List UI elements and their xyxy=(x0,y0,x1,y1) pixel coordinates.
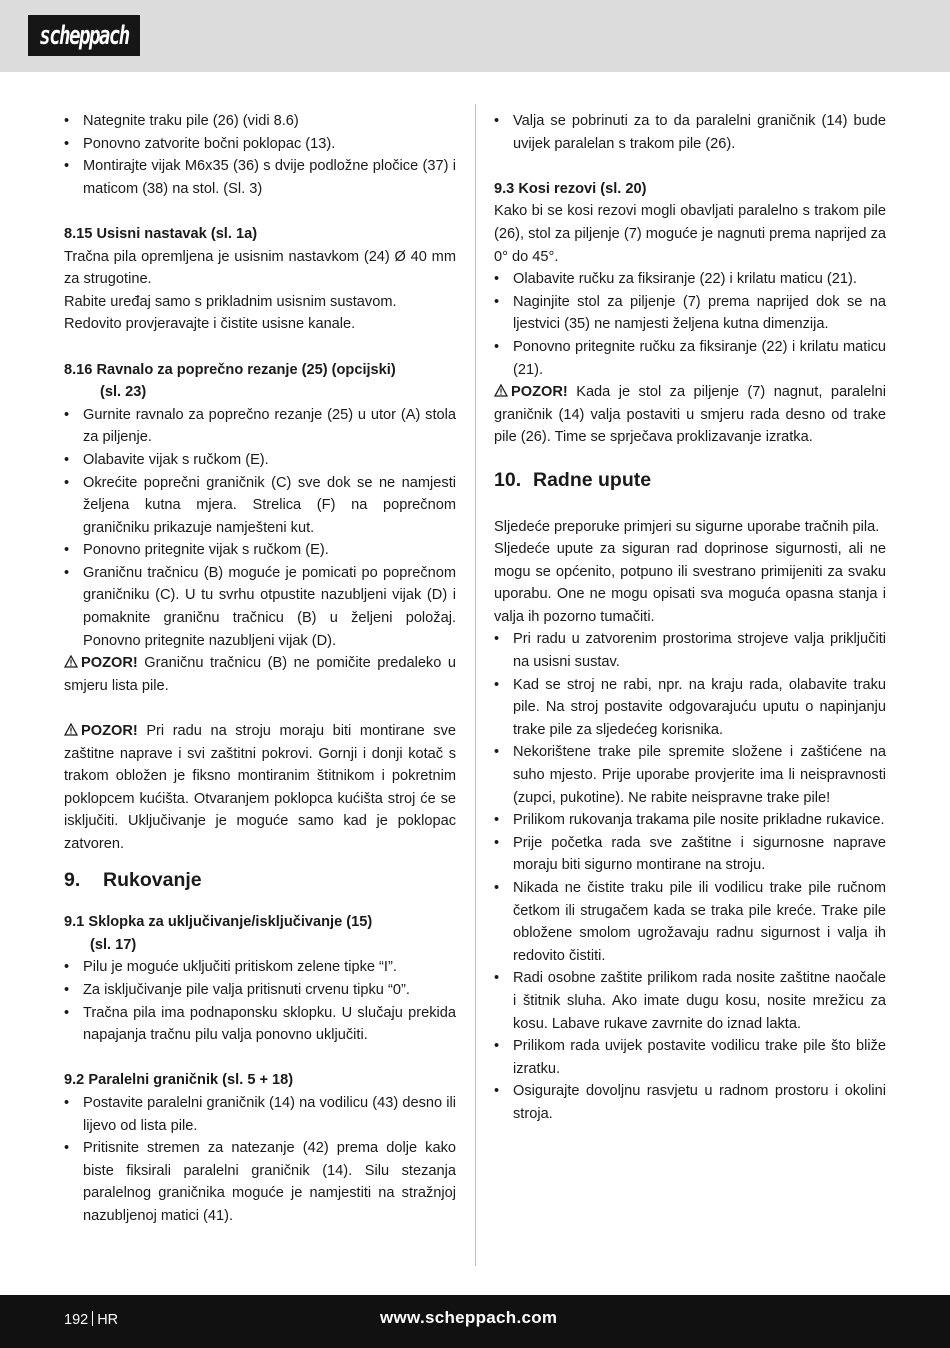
list-item: • Osigurajte dovoljnu rasvjetu u radnom prostoru i okolini stroja. xyxy=(494,1080,886,1125)
warning-label: POZOR! xyxy=(511,384,568,401)
bevel-cut-list xyxy=(494,268,886,381)
paragraph: Sljedeće preporuke primjeri su sigurne uporabe tračnih pila. xyxy=(494,518,880,535)
list-item: • Ponovno pritegnite vijak s ručkom (E). xyxy=(64,539,456,562)
list-item: • Naginjite stol za piljenje (7) prema naprijed dok se na ljestvici (35) ne namjesti željena kutna dimenzija. xyxy=(494,291,886,336)
list-item: • Nekorištene trake pile spremite složene i zaštićene na suho mjesto. Prije uporabe provjerite ima li neispravnosti (zupci, pukotine). Ne rabite neispravne trake pile! xyxy=(494,741,886,809)
list-item: • Montirajte vijak M6x35 (36) s dvije podložne pločice (37) i maticom (38) na stol. (Sl. 3) xyxy=(64,155,456,200)
warning-note: POZOR! Kada je stol za piljenje (7) nagnut, paralelni graničnik (14) valja postaviti u smjeru rada desno od trake pile (26). Time se sprječava proklizavanje izratka. xyxy=(494,384,886,446)
column-divider xyxy=(475,104,476,1266)
intro-list xyxy=(494,110,886,155)
paragraph: Kako bi se kosi rezovi mogli obavljati paralelno s trakom pile (26), stol za piljenje (7) moguće je nagnuti prema naprijed za 0° do 45°. xyxy=(494,203,886,265)
list-item: • Gurnite ravnalo za poprečno rezanje (25) u utor (A) stola za piljenje. xyxy=(64,404,456,449)
language-code: HR xyxy=(97,1312,119,1328)
list-item: • Olabavite ručku za fiksiranje (22) i krilatu maticu (21). xyxy=(494,268,886,291)
list-item: • Pri radu u zatvorenim prostorima strojeve valja priključiti na usisni sustav. xyxy=(494,628,886,673)
switch-list xyxy=(64,956,456,1046)
section-heading-9-1: 9.1 Sklopka za uključivanje/isključivanje (15) (sl. 17) xyxy=(64,914,373,953)
logo-text: scheppach xyxy=(39,20,129,51)
paragraph: Tračna pila opremljena je usisnim nastavkom (24) Ø 40 mm za strugotine. xyxy=(64,248,456,288)
warning-triangle-icon xyxy=(64,723,78,736)
list-item: • Pilu je moguće uključiti pritiskom zelene tipke “I”. xyxy=(64,956,456,979)
list-item: • Ponovno zatvorite bočni poklopac (13). xyxy=(64,133,456,156)
cross-cut-list xyxy=(64,404,456,653)
list-item: • Olabavite vijak s ručkom (E). xyxy=(64,449,456,472)
paragraph: Rabite uređaj samo s prikladnim usisnim sustavom. Redovito provjeravajte i čistite usisne kanale. xyxy=(64,293,397,333)
warning-triangle-icon xyxy=(494,384,508,397)
list-item: • Postavite paralelni graničnik (14) na vodilicu (43) desno ili lijevo od lista pile. xyxy=(64,1092,456,1137)
list-item: • Tračna pila ima podnaponsku sklopku. U slučaju prekida napajanja tračnu pilu valja ponovno uključiti. xyxy=(64,1002,456,1047)
list-item: • Kad se stroj ne rabi, npr. na kraju rada, olabavite traku pile. Na stroj postavite odgovarajuću uputu o napinjanju trake pile za sljedećeg korisnika. xyxy=(494,674,886,742)
section-heading-9-2: 9.2 Paralelni graničnik (sl. 5 + 18) xyxy=(64,1072,294,1089)
warning-label: POZOR! xyxy=(81,655,138,672)
warning-note: POZOR! Graničnu tračnicu (B) ne pomičite predaleko u smjeru lista pile. xyxy=(64,655,456,694)
warning-label: POZOR! xyxy=(81,723,138,740)
warning-triangle-icon xyxy=(64,655,78,668)
page-header xyxy=(0,0,950,72)
list-item: • Nategnite traku pile (26) (vidi 8.6) xyxy=(64,110,456,133)
section-heading-8-16: 8.16 Ravnalo za poprečno rezanje (25) (opcijski) (sl. 23) xyxy=(64,361,396,401)
list-item: • Valja se pobrinuti za to da paralelni graničnik (14) bude uvijek paralelan s trakom pile (26). xyxy=(494,110,886,155)
left-column xyxy=(64,110,456,1228)
list-item: • Okrećite poprečni graničnik (C) sve dok se ne namjesti željena kutna mjera. Strelica (F) na poprečnom graničniku prikazuje namješteni kut. xyxy=(64,472,456,540)
parallel-stop-list xyxy=(64,1092,456,1228)
website-url: www.scheppach.com xyxy=(380,1308,558,1327)
warning-note: POZOR! Pri radu na stroju moraju biti montirane sve zaštitne naprave i svi zaštitni pokrovi. Gornji i donji kotač s trakom obložen je fiksno montiranim štitnikom i pokretnim poklopcem kućišta. Otvaranjem poklopca kućišta stroj će se isključiti. Uključivanje je moguće samo kad je poklopac zatvoren. xyxy=(64,723,456,852)
list-item: • Nikada ne čistite traku pile ili vodilicu trake pile ručnom četkom ili strugačem kada se traka pile kreće. Trake pile obložene smolom ugrožavaju radnu sigurnost i valja ih redovito čistiti. xyxy=(494,877,886,967)
page-number: 192 HR xyxy=(64,1312,119,1328)
intro-list xyxy=(64,110,456,200)
section-heading-8-15: 8.15 Usisni nastavak (sl. 1a) xyxy=(64,225,258,242)
section-title-10: 10. Radne upute xyxy=(494,468,652,491)
list-item: • Za isključivanje pile valja pritisnuti crvenu tipku “0”. xyxy=(64,979,456,1002)
list-item: • Prije početka rada sve zaštitne i sigurnosne naprave moraju biti sigurno montirane na stroju. xyxy=(494,832,886,877)
scheppach-logo xyxy=(28,15,140,56)
list-item: • Radi osobne zaštite prilikom rada nosite zaštitne naočale i štitnik sluha. Ako imate dugu kosu, nosite mrežicu za kosu. Labave rukave zavrnite do iznad lakta. xyxy=(494,967,886,1035)
section-heading-9-3: 9.3 Kosi rezovi (sl. 20) xyxy=(494,180,647,197)
list-item: • Graničnu tračnicu (B) moguće je pomicati po poprečnom graničniku (C). U tu svrhu otpustite nazubljeni vijak (D) i pomaknite graničnu tračnicu (B) u željeni položaj. Ponovno pritegnite nazubljeni vijak (D). xyxy=(64,562,456,652)
page-footer xyxy=(0,1295,950,1348)
list-item: • Ponovno pritegnite ručku za fiksiranje (22) i krilatu maticu (21). xyxy=(494,336,886,381)
work-instructions-list xyxy=(494,628,886,1125)
list-item: • Prilikom rada uvijek postavite vodilicu trake pile što bliže izratku. xyxy=(494,1035,886,1080)
list-item: • Pritisnite stremen za natezanje (42) prema dolje kako biste fiksirali paralelni graničnik (14). Silu stezanja paralelnog graničnika moguće je namjestiti na stražnjoj nazubljenoj matici (41). xyxy=(64,1137,456,1227)
right-column xyxy=(494,110,886,1126)
paragraph: Sljedeće upute za siguran rad doprinose sigurnosti, ali ne mogu se općenito, potpuno ili svestrano primijeniti za svaku uporabu. One ne mogu opisati sva moguća opasna stanja i valja ih pozorno tumačiti. xyxy=(494,541,886,625)
list-item: • Prilikom rukovanja trakama pile nosite prikladne rukavice. xyxy=(494,809,886,832)
section-title-9: 9. Rukovanje xyxy=(64,868,202,891)
